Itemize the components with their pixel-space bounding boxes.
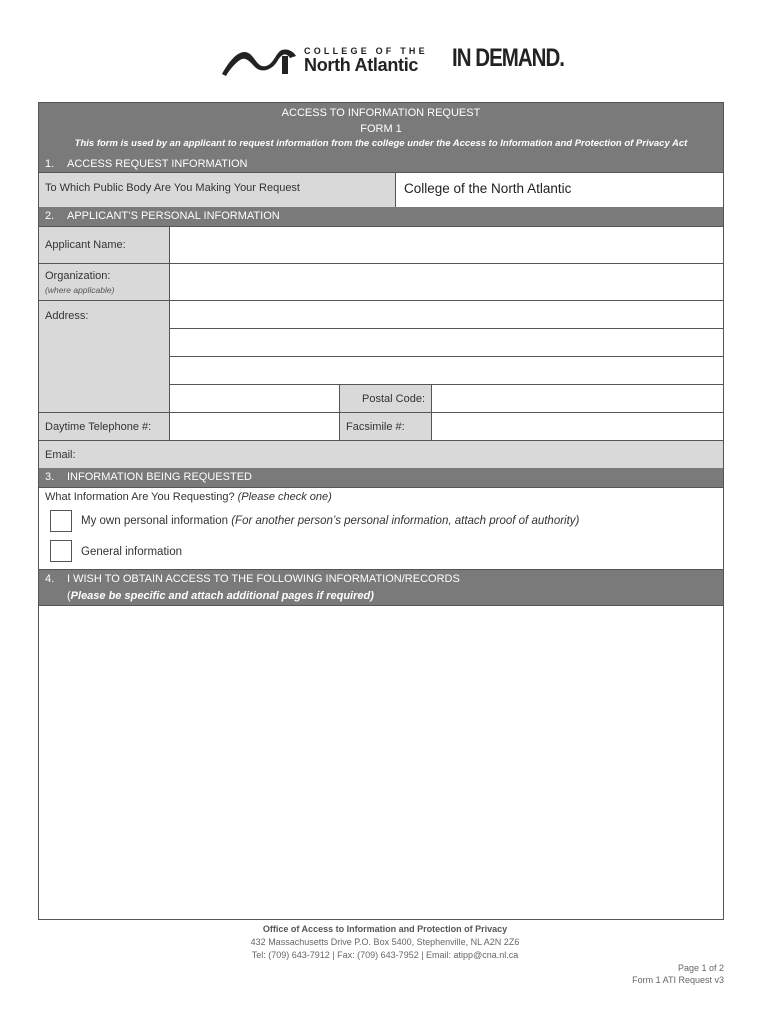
access-request-form <box>38 102 724 920</box>
section-2-number: 2. <box>45 210 55 222</box>
address-line-2-field[interactable] <box>169 328 723 356</box>
logo-wordmark <box>304 47 428 74</box>
own-personal-info-label <box>81 515 579 527</box>
postal-code-field[interactable] <box>431 384 723 412</box>
own-personal-info-checkbox[interactable] <box>50 510 72 532</box>
information-question <box>45 491 332 503</box>
organization-label: Organization: <box>45 270 111 282</box>
footer-contact: Tel: (709) 643-7912 | Fax: (709) 643-7952 | Email: atipp@cna.nl.ca <box>251 950 519 960</box>
applicant-name-row <box>39 226 723 264</box>
address-label: Address: <box>39 301 169 412</box>
public-body-field[interactable]: College of the North Atlantic <box>395 173 723 207</box>
organization-note: (where applicable) <box>45 285 115 295</box>
address-line-4-field[interactable] <box>169 384 339 412</box>
email-row <box>39 440 723 468</box>
applicant-name-label: Applicant Name: <box>39 227 169 264</box>
section-4-note-open: ( <box>67 590 71 602</box>
section-4-number: 4. <box>45 573 55 585</box>
public-body-row <box>39 172 723 207</box>
form-number: FORM 1 <box>360 123 402 135</box>
general-info-checkbox[interactable] <box>50 540 72 562</box>
general-info-label: General information <box>81 546 182 558</box>
section-3-number: 3. <box>45 471 55 483</box>
logo-big-text: North Atlantic <box>304 54 419 75</box>
section-1-title: ACCESS REQUEST INFORMATION <box>67 158 248 170</box>
information-type-block <box>39 487 723 569</box>
question-note: (Please check one) <box>237 491 332 503</box>
daytime-phone-field[interactable] <box>169 413 339 440</box>
footer-address: 432 Massachusetts Drive P.O. Box 5400, Stephenville, NL A2N 2Z6 <box>250 937 520 947</box>
section-2-header <box>39 207 723 226</box>
form-version: Form 1 ATI Request v3 <box>632 975 724 985</box>
organization-label-cell <box>39 264 169 301</box>
wave-logo-icon <box>220 44 298 76</box>
address-line-1-field[interactable] <box>169 301 723 328</box>
address-row <box>39 300 723 412</box>
section-2-title: APPLICANT’S PERSONAL INFORMATION <box>67 210 280 222</box>
form-title: ACCESS TO INFORMATION REQUEST <box>281 107 481 119</box>
question-text: What Information Are You Requesting? <box>45 491 235 503</box>
in-demand-tagline: IN DEMAND. <box>452 44 565 72</box>
section-3-title: INFORMATION BEING REQUESTED <box>67 471 252 483</box>
applicant-name-field[interactable] <box>169 227 723 264</box>
facsimile-label: Facsimile #: <box>339 413 431 440</box>
footer-office: Office of Access to Information and Protection of Privacy <box>262 924 508 934</box>
organization-row <box>39 263 723 301</box>
postal-code-label: Postal Code: <box>339 384 431 412</box>
section-4-header <box>39 569 723 605</box>
form-header <box>39 103 723 157</box>
section-4-title: I WISH TO OBTAIN ACCESS TO THE FOLLOWING INFORMATION/RECORDS <box>67 573 460 585</box>
section-1-number: 1. <box>45 158 55 170</box>
public-body-label: To Which Public Body Are You Making Your Request <box>39 173 395 207</box>
section-4-note: Please be specific and attach additional pages if required) <box>70 590 374 602</box>
college-logo <box>220 42 428 78</box>
page-number: Page 1 of 2 <box>677 963 724 973</box>
email-label[interactable]: Email: <box>39 441 723 468</box>
option-1-note: (For another person’s personal information, attach proof of authority) <box>231 515 580 527</box>
records-request-textarea[interactable] <box>39 605 723 919</box>
organization-field[interactable] <box>169 264 723 301</box>
daytime-phone-label: Daytime Telephone #: <box>39 413 169 440</box>
facsimile-field[interactable] <box>431 413 723 440</box>
form-subtitle: This form is used by an applicant to request information from the college under the Access to Information and Protection of Privacy Act <box>74 138 688 149</box>
section-1-header <box>39 156 723 173</box>
phone-row <box>39 412 723 440</box>
option-1-text: My own personal information <box>81 515 229 527</box>
logo-small-text: COLLEGE OF THE <box>304 45 428 56</box>
address-line-3-field[interactable] <box>169 356 723 384</box>
section-3-header <box>39 468 723 487</box>
